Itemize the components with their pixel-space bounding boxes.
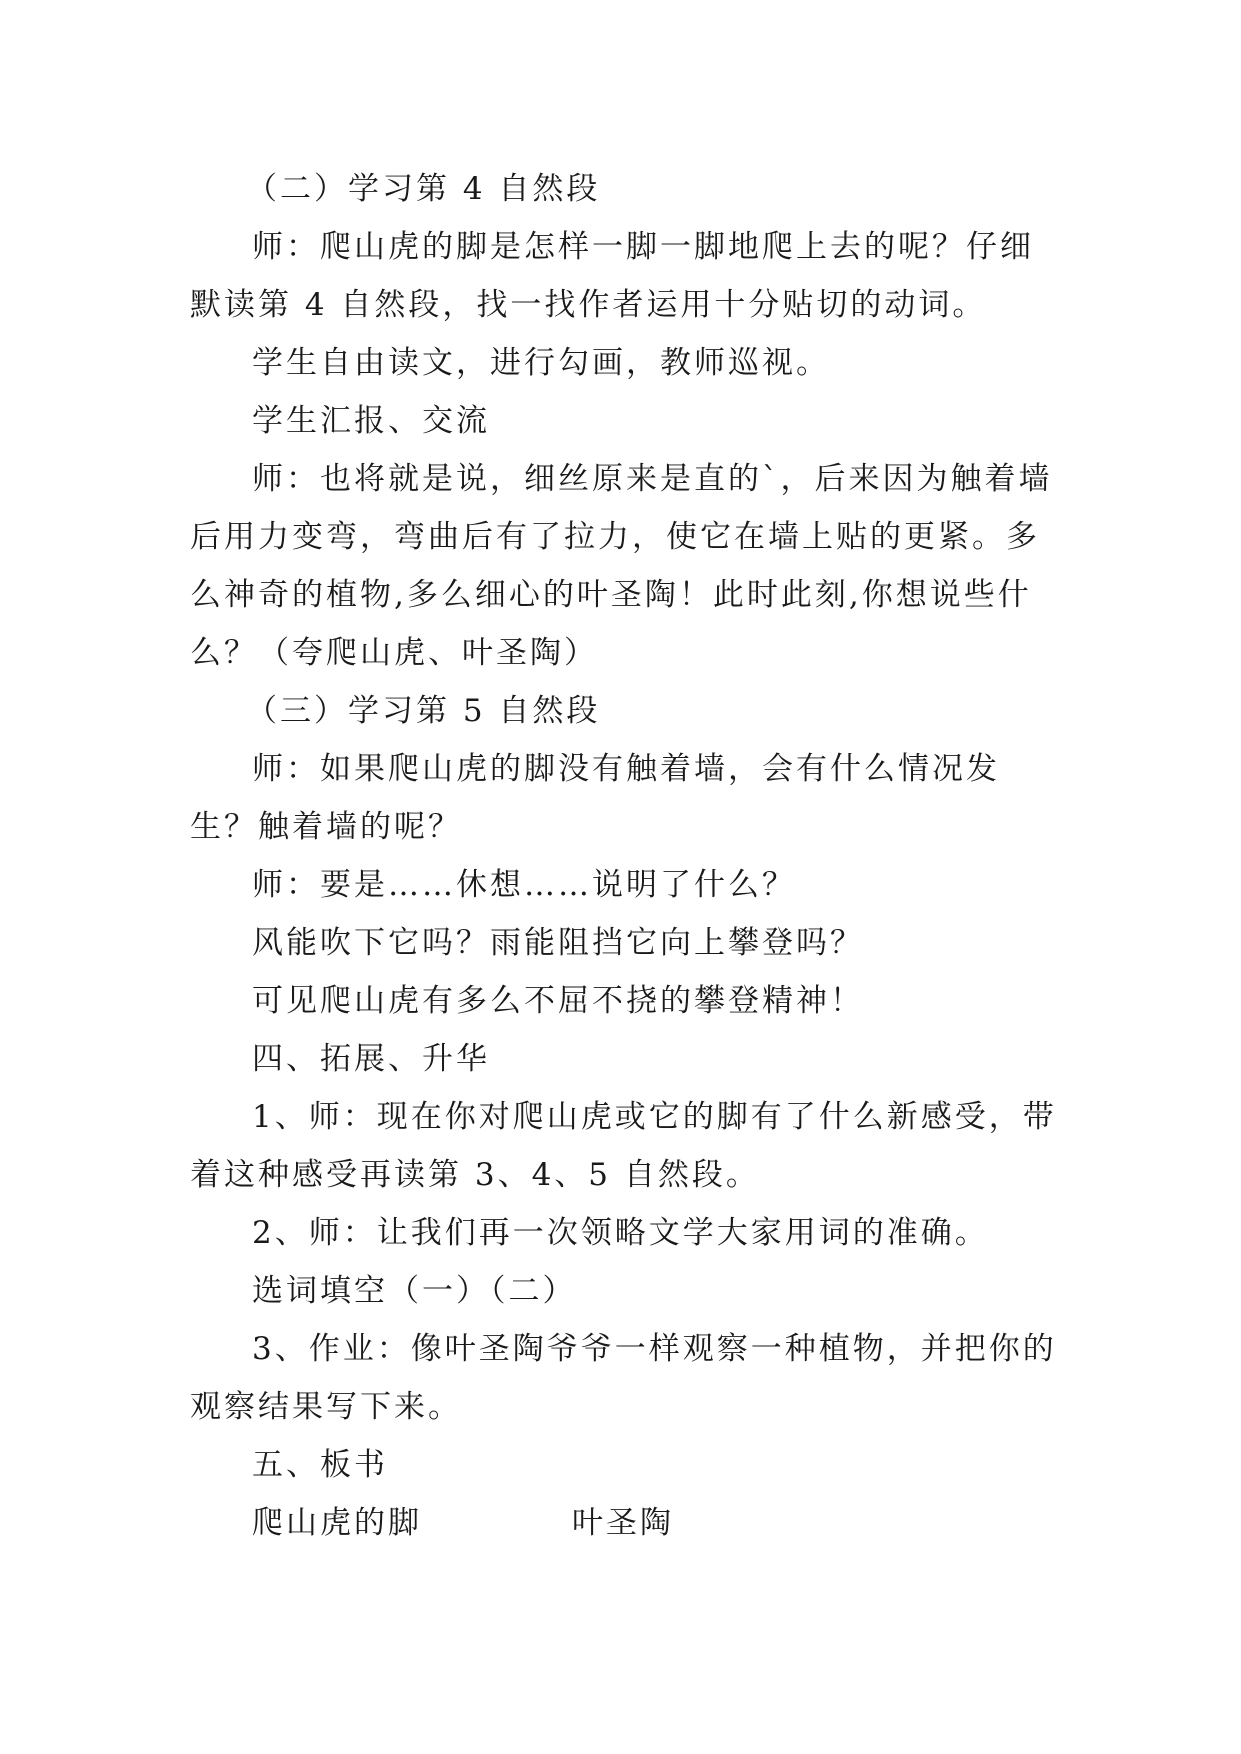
paragraph-item-3: 3、作业：像叶圣陶爷爷一样观察一种植物，并把你的观察结果写下来。 [190,1331,1057,1425]
blackboard-line [190,1494,1060,1552]
paragraph-student-reading: 学生自由读文，进行勾画，教师巡视。 [252,345,830,381]
section-heading-3: （三）学习第 5 自然段 [246,693,601,729]
paragraph-fill-blanks: 选词填空（一）（二） [252,1273,577,1309]
paragraph-student-report: 学生汇报、交流 [252,403,490,439]
paragraph-teacher-question-wall: 师：如果爬山虎的脚没有触着墙，会有什么情况发生？触着墙的呢？ [190,751,1000,845]
paragraph-teacher-question-climb: 师：爬山虎的脚是怎样一脚一脚地爬上去的呢？仔细默读第 4 自然段，找一找作者运用十分贴切的动词。 [190,229,1034,323]
document-body [190,160,1060,1552]
paragraph-teacher-explanation: 师：也将就是说，细丝原来是直的`，后来因为触着墙后用力变弯，弯曲后有了拉力，使它在墙上贴的更紧。多么神奇的植物,多么细心的叶圣陶！此时此刻,你想说些什么？（夸爬山虎、叶圣陶） [190,461,1053,671]
paragraph-wind-rain: 风能吹下它吗？雨能阻挡它向上攀登吗？ [252,925,864,961]
section-heading-4: 四、拓展、升华 [252,1041,490,1077]
paragraph-item-1: 1、师：现在你对爬山虎或它的脚有了什么新感受，带着这种感受再读第 3、4、5 自然段。 [190,1099,1057,1193]
paragraph-item-2: 2、师：让我们再一次领略文学大家用词的准确。 [252,1215,989,1251]
board-left-text: 爬山虎的脚 [252,1505,422,1541]
paragraph-spirit: 可见爬山虎有多么不屈不挠的攀登精神！ [252,983,864,1019]
section-heading-2: （二）学习第 4 自然段 [246,171,601,207]
paragraph-teacher-question-meaning: 师：要是……休想……说明了什么？ [252,867,796,903]
board-right-text: 叶圣陶 [572,1505,674,1541]
section-heading-5: 五、板书 [252,1447,388,1483]
